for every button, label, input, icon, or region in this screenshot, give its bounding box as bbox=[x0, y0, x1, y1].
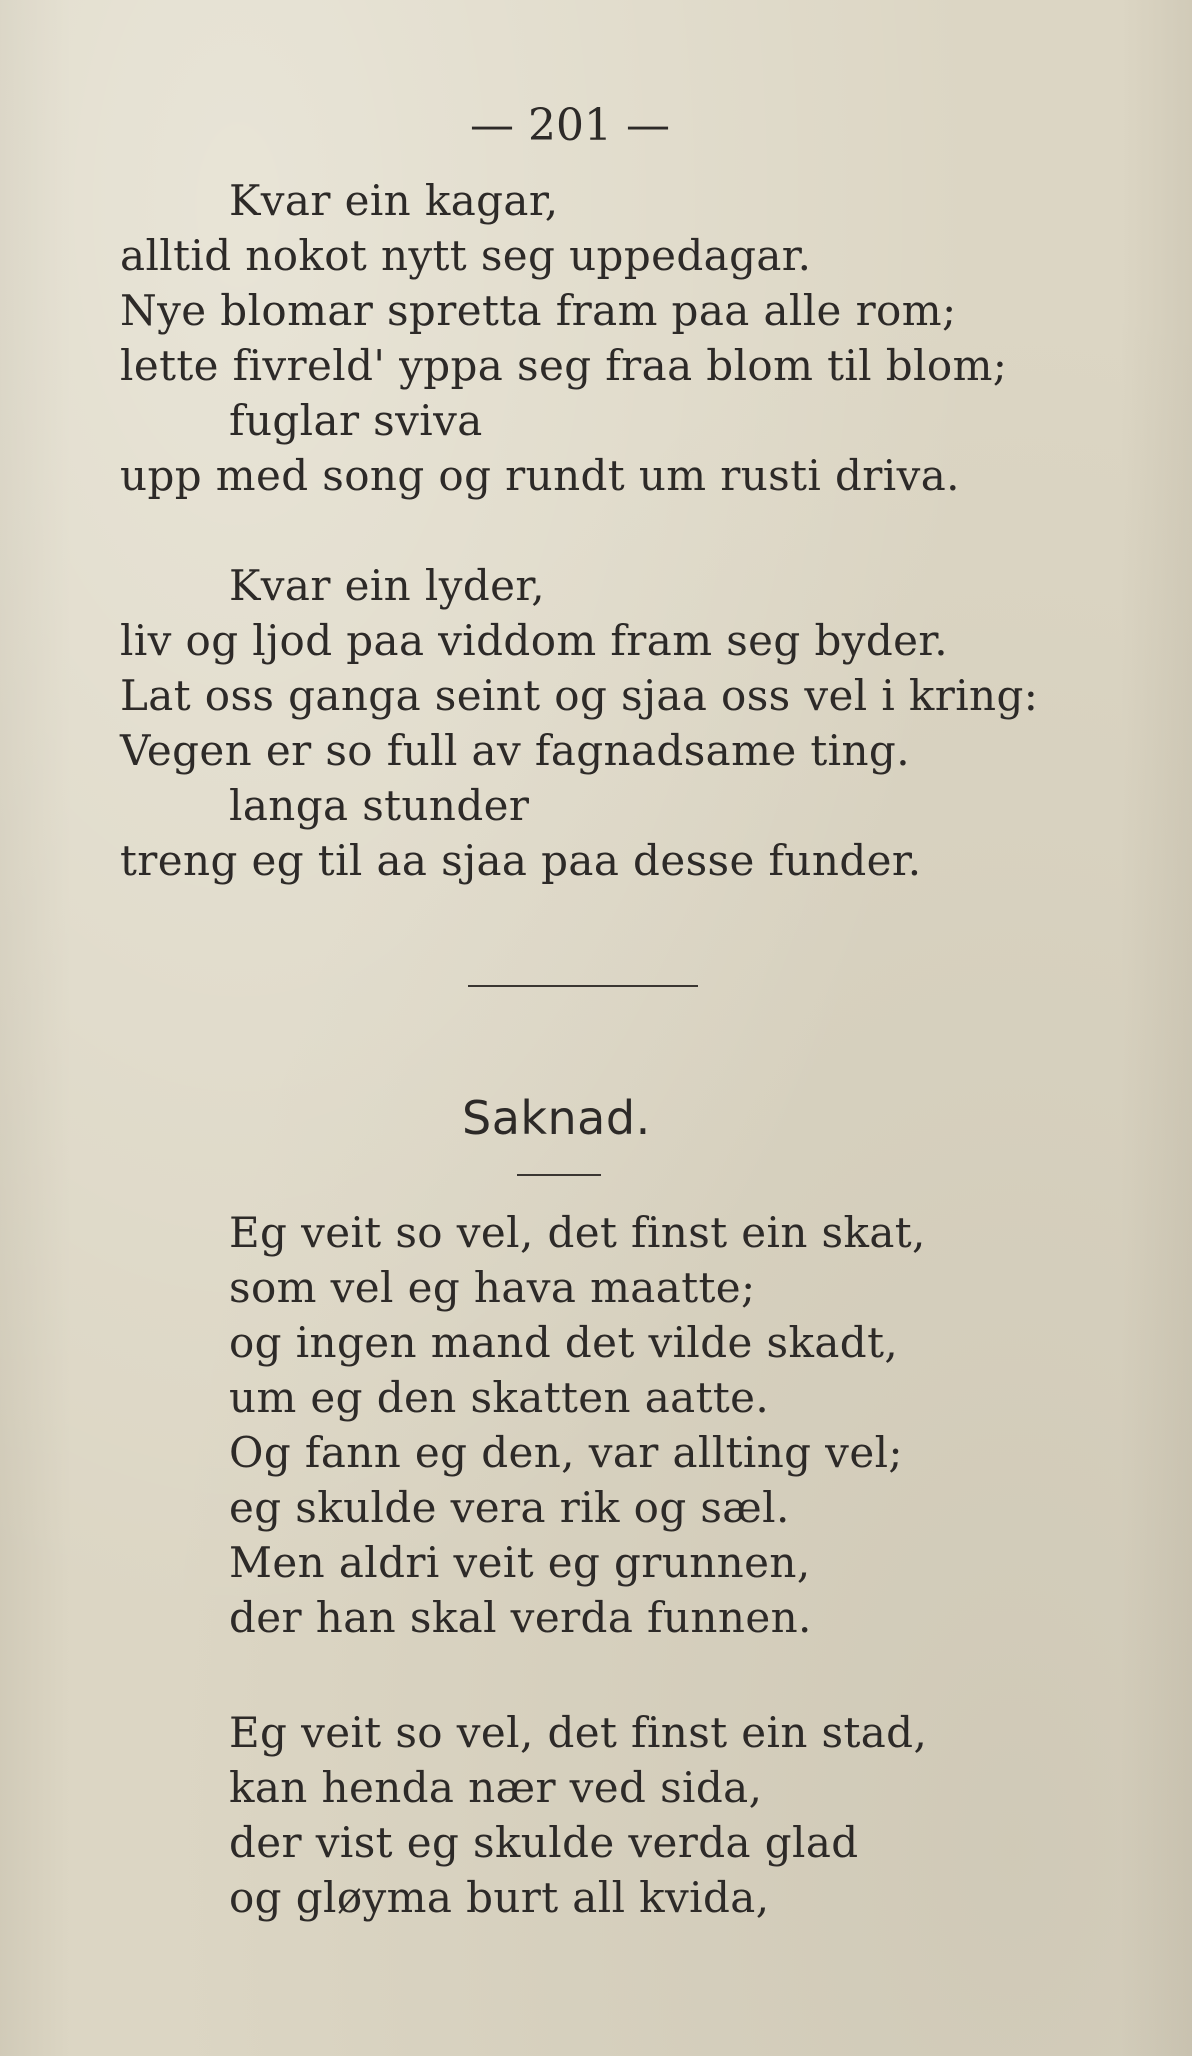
poem-line: og ingen mand det vilde skadt, bbox=[229, 1318, 899, 1367]
poem-line: liv og ljod paa viddom fram seg byder. bbox=[120, 616, 949, 665]
poem-line: eg skulde vera rik og sæl. bbox=[229, 1483, 790, 1532]
poem-line: Eg veit so vel, det finst ein skat, bbox=[229, 1208, 926, 1257]
poem-line: Lat oss ganga seint og sjaa oss vel i kring: bbox=[120, 671, 1039, 720]
section-divider bbox=[468, 985, 698, 987]
poem-line: som vel eg hava maatte; bbox=[229, 1263, 756, 1312]
poem-line: langa stunder bbox=[229, 781, 530, 830]
poem-line: alltid nokot nytt seg uppedagar. bbox=[120, 231, 812, 280]
poem-line: Nye blomar spretta fram paa alle rom; bbox=[120, 286, 957, 335]
poem-line: um eg den skatten aatte. bbox=[229, 1373, 770, 1422]
poem-line: upp med song og rundt um rusti driva. bbox=[120, 451, 960, 500]
poem-line: der vist eg skulde verda glad bbox=[229, 1818, 859, 1867]
poem-line: Eg veit so vel, det finst ein stad, bbox=[229, 1708, 928, 1757]
poem-title: Saknad. bbox=[462, 1091, 651, 1145]
page-number: — 201 — bbox=[470, 100, 670, 151]
poem-line: Og fann eg den, var allting vel; bbox=[229, 1428, 903, 1477]
poem-line: og gløyma burt all kvida, bbox=[229, 1873, 770, 1922]
poem-line: kan henda nær ved sida, bbox=[229, 1763, 763, 1812]
poem-line: fuglar sviva bbox=[229, 396, 483, 445]
poem-line: Men aldri veit eg grunnen, bbox=[229, 1538, 811, 1587]
poem-line: der han skal verda funnen. bbox=[229, 1593, 812, 1642]
poem-line: treng eg til aa sjaa paa desse funder. bbox=[120, 836, 922, 885]
poem-line: lette fivreld' yppa seg fraa blom til blom; bbox=[120, 341, 1008, 390]
poem-line: Vegen er so full av fagnadsame ting. bbox=[120, 726, 910, 775]
title-underline bbox=[517, 1174, 601, 1176]
poem-line: Kvar ein kagar, bbox=[229, 176, 559, 225]
poem-line: Kvar ein lyder, bbox=[229, 561, 545, 610]
